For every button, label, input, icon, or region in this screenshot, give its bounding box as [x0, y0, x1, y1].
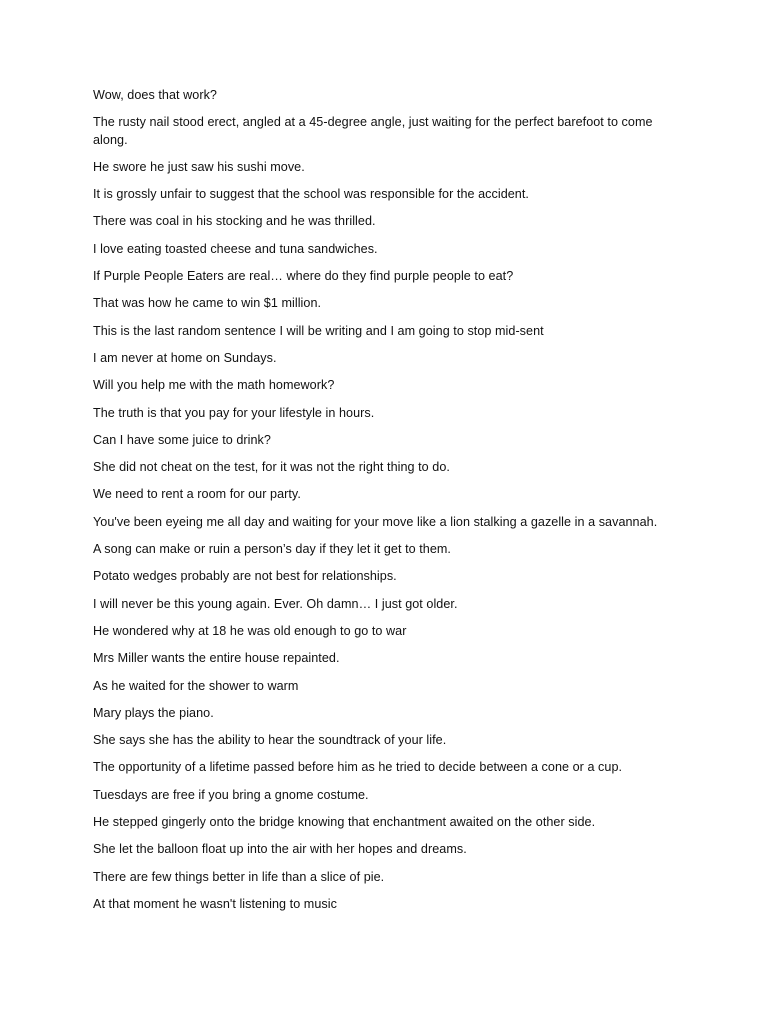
sentence-line: She says she has the ability to hear the soundtrack of your life.: [93, 733, 447, 748]
sentence-line: Tuesdays are free if you bring a gnome costume.: [93, 787, 369, 802]
sentence-line: He stepped gingerly onto the bridge knowing that enchantment awaited on the other side.: [93, 815, 596, 830]
sentence-line: There was coal in his stocking and he was thrilled.: [93, 214, 376, 229]
sentence-line: You've been eyeing me all day and waiting for your move like a lion stalking a gazelle in a savannah.: [93, 514, 658, 529]
sentence-line: She let the balloon float up into the air with her hopes and dreams.: [93, 842, 467, 857]
sentence-line: Mrs Miller wants the entire house repainted.: [93, 651, 340, 666]
sentence-line: A song can make or ruin a person’s day if they let it get to them.: [93, 542, 451, 557]
sentence-line: Wow, does that work?: [93, 88, 217, 102]
sentence-line: He wondered why at 18 he was old enough to go to war: [93, 623, 407, 638]
sentence-line: That was how he came to win $1 million.: [93, 296, 322, 311]
sentence-line: It is grossly unfair to suggest that the school was responsible for the accident.: [93, 187, 529, 202]
sentence-line: Will you help me with the math homework?: [93, 378, 335, 393]
sentence-line: She did not cheat on the test, for it was not the right thing to do.: [93, 460, 450, 475]
sentence-line: I love eating toasted cheese and tuna sandwiches.: [93, 241, 378, 256]
sentence-line: If Purple People Eaters are real… where do they find purple people to eat?: [93, 269, 514, 284]
sentence-line: This is the last random sentence I will be writing and I am going to stop mid-sent: [93, 323, 544, 338]
sentence-line: We need to rent a room for our party.: [93, 487, 301, 502]
sentence-line: There are few things better in life than a slice of pie.: [93, 869, 385, 884]
document-body: [93, 87, 683, 923]
sentence-line: At that moment he wasn't listening to music: [93, 896, 337, 911]
sentence-line: Mary plays the piano.: [93, 705, 214, 720]
sentence-line: As he waited for the shower to warm: [93, 678, 299, 693]
sentence-line: I am never at home on Sundays.: [93, 350, 277, 365]
sentence-line: The rusty nail stood erect, angled at a 45-degree angle, just waiting for the perfect barefoot to come along.: [93, 115, 653, 147]
sentence-line: I will never be this young again. Ever. Oh damn… I just got older.: [93, 596, 458, 611]
sentence-line: He swore he just saw his sushi move.: [93, 159, 305, 174]
sentence-line: Potato wedges probably are not best for relationships.: [93, 569, 397, 584]
sentence-line: The opportunity of a lifetime passed before him as he tried to decide between a cone or a cup.: [93, 760, 623, 775]
sentence-line: The truth is that you pay for your lifestyle in hours.: [93, 405, 375, 420]
sentence-line: Can I have some juice to drink?: [93, 432, 271, 447]
